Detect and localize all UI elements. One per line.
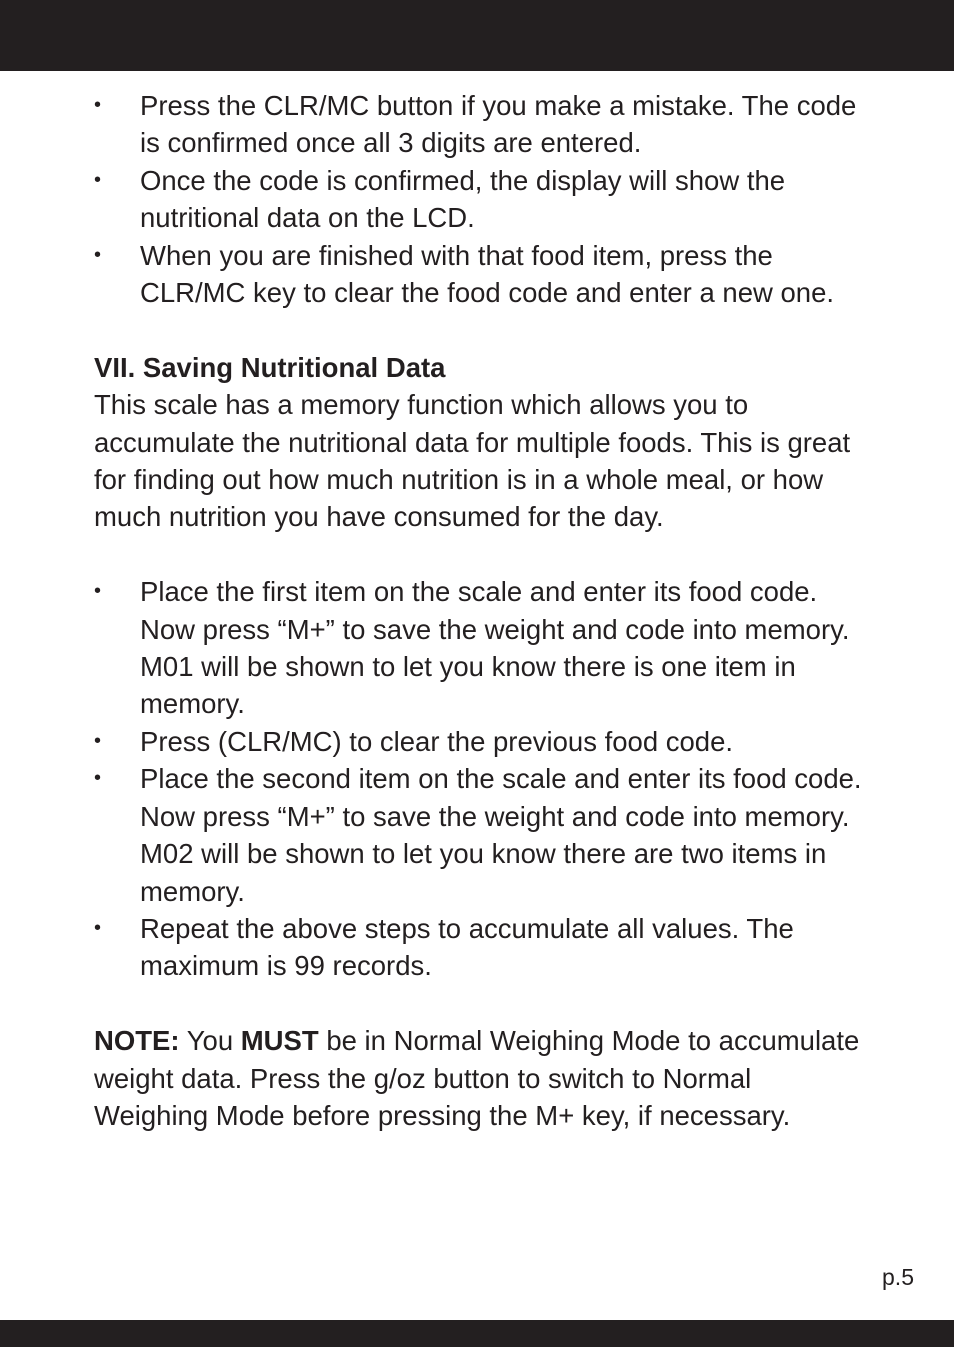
bullet-list-top (94, 87, 864, 311)
list-item-text: Press (CLR/MC) to clear the previous food code. (140, 725, 734, 757)
page-content (94, 87, 864, 1134)
note-label: NOTE: (94, 1025, 180, 1057)
bullet-icon: • (94, 767, 102, 790)
bullet-icon: • (94, 729, 102, 752)
list-item (94, 910, 864, 985)
list-item-text: Press the CLR/MC button if you make a mistake. The code is confirmed once all 3 digits are entered. (140, 90, 857, 159)
bullet-list-bottom (94, 573, 864, 984)
note-emphasis: MUST (240, 1025, 319, 1057)
list-item-text: Place the first item on the scale and enter its food code. Now press “M+” to save the weight and code into memory. M01 will be shown to let you know there is one item in memory. (140, 576, 850, 720)
list-item-text: Repeat the above steps to accumulate all values. The maximum is 99 records. (140, 912, 794, 982)
bullet-icon: • (94, 580, 102, 603)
section-intro: This scale has a memory function which allows you to accumulate the nutritional data for multiple foods. This is great for finding out how much nutrition is in a whole meal, or how much nutrition you have consumed for the day. (94, 389, 851, 533)
header-bar (0, 0, 954, 71)
list-item (94, 760, 864, 910)
section-heading: VII. Saving Nutritional Data (94, 351, 446, 383)
note-paragraph (94, 1022, 864, 1134)
note-text: be in Normal Weighing Mode to accumulate weight data. Press the g/oz button to switch to Normal Weighing Mode before pressing the M+ key, if necessary. (94, 1025, 860, 1131)
list-item (94, 573, 864, 723)
page-number: p.5 (882, 1264, 914, 1290)
bullet-icon: • (94, 916, 102, 939)
list-item (94, 723, 864, 760)
footer-bar (0, 1320, 954, 1347)
list-item-text: When you are finished with that food item, press the CLR/MC key to clear the food code and enter a new one. (140, 239, 835, 309)
bullet-icon: • (94, 168, 102, 191)
bullet-icon: • (94, 94, 102, 116)
list-item-text: Once the code is confirmed, the display will show the nutritional data on the LCD. (140, 164, 786, 234)
bullet-icon: • (94, 243, 102, 266)
list-item (94, 237, 864, 312)
list-item-text: Place the second item on the scale and enter its food code. Now press “M+” to save the weight and code into memory. M02 will be shown to let you know there are two items in memory. (140, 763, 862, 907)
list-item (94, 162, 864, 237)
note-text: You (179, 1025, 241, 1057)
list-item (94, 87, 864, 162)
